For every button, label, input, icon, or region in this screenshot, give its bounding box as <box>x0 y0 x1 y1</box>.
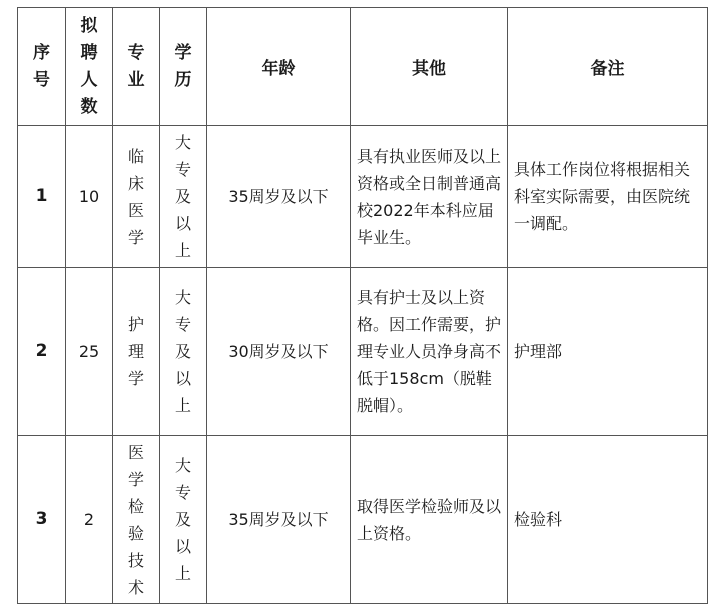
recruitment-table <box>17 7 708 604</box>
row-age: 35周岁及以下 <box>207 436 351 604</box>
header-row <box>18 8 708 126</box>
row-seq: 2 <box>18 268 66 436</box>
header-age: 年龄 <box>207 8 351 126</box>
row-count: 25 <box>66 268 113 436</box>
row-major: 医学检验技术 <box>113 436 160 604</box>
table-row <box>18 268 708 436</box>
row-seq: 3 <box>18 436 66 604</box>
row-education: 大专及以上 <box>160 126 207 268</box>
header-major: 专业 <box>113 8 160 126</box>
row-age: 30周岁及以下 <box>207 268 351 436</box>
row-other: 具有执业医师及以上资格或全日制普通高校2022年本科应届毕业生。 <box>351 126 508 268</box>
header-education: 学历 <box>160 8 207 126</box>
header-count: 拟聘人数 <box>66 8 113 126</box>
row-note: 护理部 <box>508 268 708 436</box>
header-seq: 序号 <box>18 8 66 126</box>
table-row <box>18 126 708 268</box>
header-other: 其他 <box>351 8 508 126</box>
row-other: 取得医学检验师及以上资格。 <box>351 436 508 604</box>
row-count: 2 <box>66 436 113 604</box>
row-education: 大专及以上 <box>160 268 207 436</box>
row-count: 10 <box>66 126 113 268</box>
row-other: 具有护士及以上资格。因工作需要，护理专业人员净身高不低于158cm（脱鞋脱帽）。 <box>351 268 508 436</box>
table-row <box>18 436 708 604</box>
row-seq: 1 <box>18 126 66 268</box>
header-note: 备注 <box>508 8 708 126</box>
row-age: 35周岁及以下 <box>207 126 351 268</box>
row-education: 大专及以上 <box>160 436 207 604</box>
row-note: 检验科 <box>508 436 708 604</box>
row-major: 临床医学 <box>113 126 160 268</box>
row-note: 具体工作岗位将根据相关科室实际需要，由医院统一调配。 <box>508 126 708 268</box>
row-major: 护理学 <box>113 268 160 436</box>
